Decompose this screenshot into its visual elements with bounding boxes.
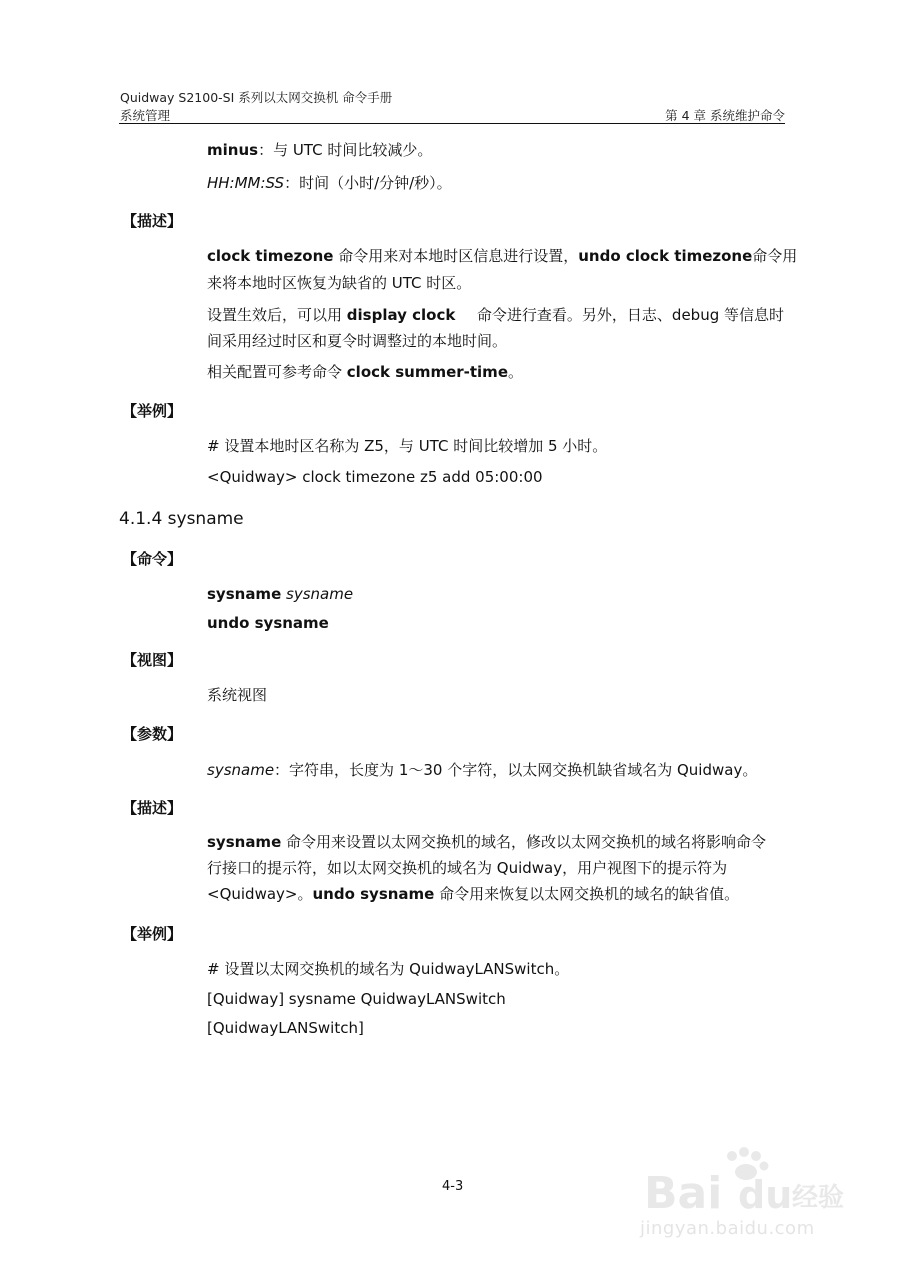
cmd-clock-timezone: clock timezone (207, 247, 334, 265)
desc1-text: 命令用来对本地时区信息进行设置， (333, 247, 579, 265)
section-title: 4.1.4 sysname (119, 509, 244, 529)
heading-example-2: 【举例】 (122, 925, 183, 943)
desc2-l1-text: 命令用来设置以太网交换机的域名，修改以太网交换机的域名将影响命令 (281, 833, 767, 851)
command-syntax-2: undo sysname (207, 614, 329, 632)
watermark-url: jingyan.baidu.com (640, 1218, 815, 1239)
example2-prompt: [QuidwayLANSwitch] (207, 1019, 364, 1037)
param-hms-desc: ：时间（小时/分钟/秒）。 (284, 174, 452, 192)
baidu-watermark (640, 1142, 850, 1252)
example1-comment: # 设置本地时区名称为 Z5，与 UTC 时间比较增加 5 小时。 (207, 437, 608, 455)
cmd-undo-sysname: undo sysname (312, 885, 435, 903)
heading-description-2: 【描述】 (122, 799, 183, 817)
param-sysname-name: sysname (207, 761, 275, 779)
param-minus-name: minus (207, 141, 259, 159)
desc2-line3 (207, 884, 739, 904)
param-minus-desc: ：与 UTC 时间比较减少。 (258, 141, 433, 159)
baidu-paw-logo-icon (640, 1142, 850, 1222)
desc2-l3-a: <Quidway>。 (207, 885, 313, 903)
desc1-p2-b: 命令进行查看。另外，日志、debug 等信息时 (476, 306, 784, 324)
desc1-para3 (207, 362, 523, 382)
header-rule (119, 123, 785, 124)
desc2-line1 (207, 832, 766, 852)
view-text: 系统视图 (207, 686, 268, 704)
desc2-l3-b: 命令用来恢复以太网交换机的域名的缺省值。 (434, 885, 740, 903)
page-number: 4-3 (442, 1179, 464, 1194)
command-syntax-1 (207, 584, 353, 604)
header-section: 系统管理 (120, 108, 171, 123)
desc1-p2-a: 设置生效后，可以用 (207, 306, 347, 324)
example2-command: [Quidway] sysname QuidwayLANSwitch (207, 990, 506, 1008)
desc1-para2-line2: 间采用经过时区和夏令时调整过的本地时间。 (207, 332, 508, 350)
header-chapter: 第 4 章 系统维护命令 (665, 108, 785, 123)
desc1-p3-a: 相关配置可参考命令 (207, 363, 347, 381)
arg-sysname: sysname (281, 585, 354, 603)
svg-text:Bai: Bai (644, 1168, 723, 1219)
param-minus (207, 140, 432, 160)
heading-view: 【视图】 (122, 651, 183, 669)
svg-text:du: du (738, 1173, 793, 1217)
heading-example-1: 【举例】 (122, 402, 183, 420)
heading-command: 【命令】 (122, 550, 183, 568)
desc2-line2: 行接口的提示符，如以太网交换机的域名为 Quidway，用户视图下的提示符为 (207, 859, 728, 877)
desc1-para1-line1 (207, 246, 798, 266)
example1-command: <Quidway> clock timezone z5 add 05:00:00 (207, 468, 543, 486)
desc1-para1-line2: 来将本地时区恢复为缺省的 UTC 时区。 (207, 274, 472, 292)
param-sysname-desc: ：字符串，长度为 1～30 个字符，以太网交换机缺省域名为 Quidway。 (274, 761, 758, 779)
desc1-p3-b: 。 (508, 363, 524, 381)
param-sysname (207, 760, 757, 780)
param-hms-name: HH:MM:SS (207, 174, 285, 192)
header-title: Quidway S2100-SI 系列以太网交换机 命令手册 (120, 90, 393, 105)
cmd-sysname: sysname (207, 585, 282, 603)
heading-params: 【参数】 (122, 725, 183, 743)
cmd-clock-summer-time: clock summer-time (346, 363, 508, 381)
desc1-tail: 命令用 (752, 247, 798, 265)
example2-comment: # 设置以太网交换机的域名为 QuidwayLANSwitch。 (207, 960, 570, 978)
desc1-para2-line1 (207, 305, 784, 325)
svg-text:经验: 经验 (792, 1183, 845, 1213)
cmd-undo-clock-timezone: undo clock timezone (578, 247, 753, 265)
cmd-sysname-desc: sysname (207, 833, 282, 851)
heading-description-1: 【描述】 (122, 212, 183, 230)
param-hms (207, 173, 452, 193)
cmd-display-clock: display clock (346, 306, 456, 324)
